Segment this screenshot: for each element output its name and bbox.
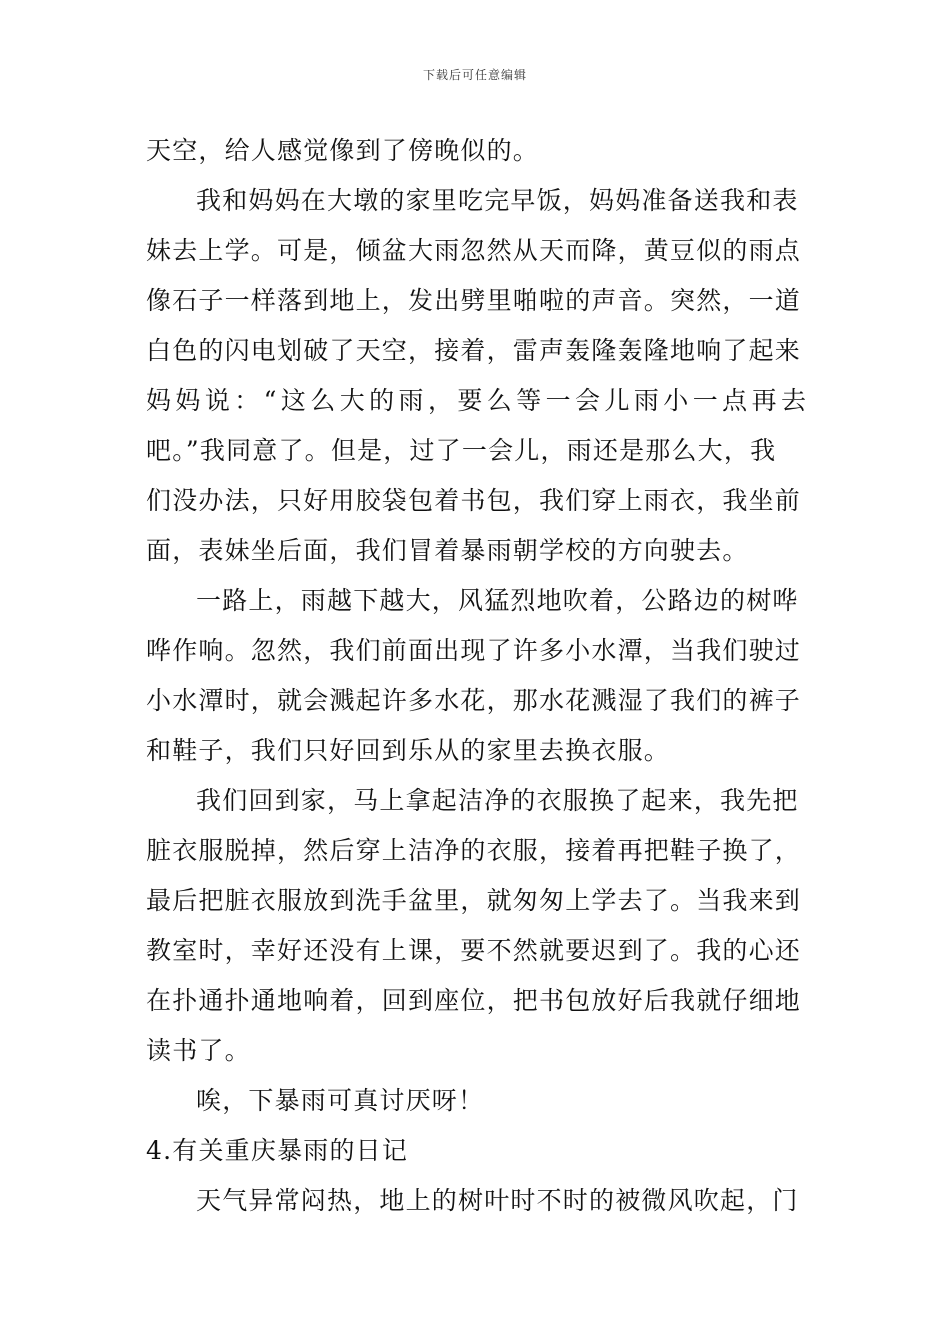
text-line: 和鞋子，我们只好回到乐从的家里去换衣服。 xyxy=(146,736,671,765)
document-body xyxy=(146,126,806,1226)
text-line: 在扑通扑通地响着，回到座位，把书包放好后我就仔细地 xyxy=(146,986,802,1015)
section-heading: 4.有关重庆暴雨的日记 xyxy=(146,1136,409,1165)
text-line: 最后把脏衣服放到洗手盆里，就匆匆上学去了。当我来到 xyxy=(146,886,802,915)
text-line: 天气异常闷热，地上的树叶时不时的被微风吹起，门 xyxy=(196,1186,799,1215)
text-line: 哗作响。忽然，我们前面出现了许多小水潭，当我们驶过 xyxy=(146,636,802,665)
text-line: 唉，下暴雨可真讨厌呀！ xyxy=(196,1086,485,1115)
text-line: 我们回到家，马上拿起洁净的衣服换了起来，我先把 xyxy=(196,786,799,815)
text-line: 妈妈说：“这么大的雨，要么等一会儿雨小一点再去 xyxy=(146,386,806,415)
text-line: 天空，给人感觉像到了傍晚似的。 xyxy=(146,136,540,165)
text-line: 读书了。 xyxy=(146,1036,251,1065)
text-line: 白色的闪电划破了天空，接着，雷声轰隆轰隆地响了起来 xyxy=(146,336,802,365)
text-line: 妹去上学。可是，倾盆大雨忽然从天而降，黄豆似的雨点 xyxy=(146,236,802,265)
text-line: 一路上，雨越下越大，风猛烈地吹着，公路边的树哗 xyxy=(196,586,799,615)
text-line: 像石子一样落到地上，发出劈里啪啦的声音。突然，一道 xyxy=(146,286,802,315)
page-header: 下载后可任意编辑 xyxy=(422,68,527,82)
text-line: 教室时，幸好还没有上课，要不然就要迟到了。我的心还 xyxy=(146,936,802,965)
text-line: 面，表妹坐后面，我们冒着暴雨朝学校的方向驶去。 xyxy=(146,536,749,565)
text-line: 脏衣服脱掉，然后穿上洁净的衣服，接着再把鞋子换了， xyxy=(146,836,802,865)
text-line: 吧。”我同意了。但是，过了一会儿，雨还是那么大，我 xyxy=(146,436,777,465)
text-line: 小水潭时，就会溅起许多水花，那水花溅湿了我们的裤子 xyxy=(146,686,802,715)
text-line: 我和妈妈在大墩的家里吃完早饭，妈妈准备送我和表 xyxy=(196,186,799,215)
text-line: 们没办法，只好用胶袋包着书包，我们穿上雨衣，我坐前 xyxy=(146,486,802,515)
